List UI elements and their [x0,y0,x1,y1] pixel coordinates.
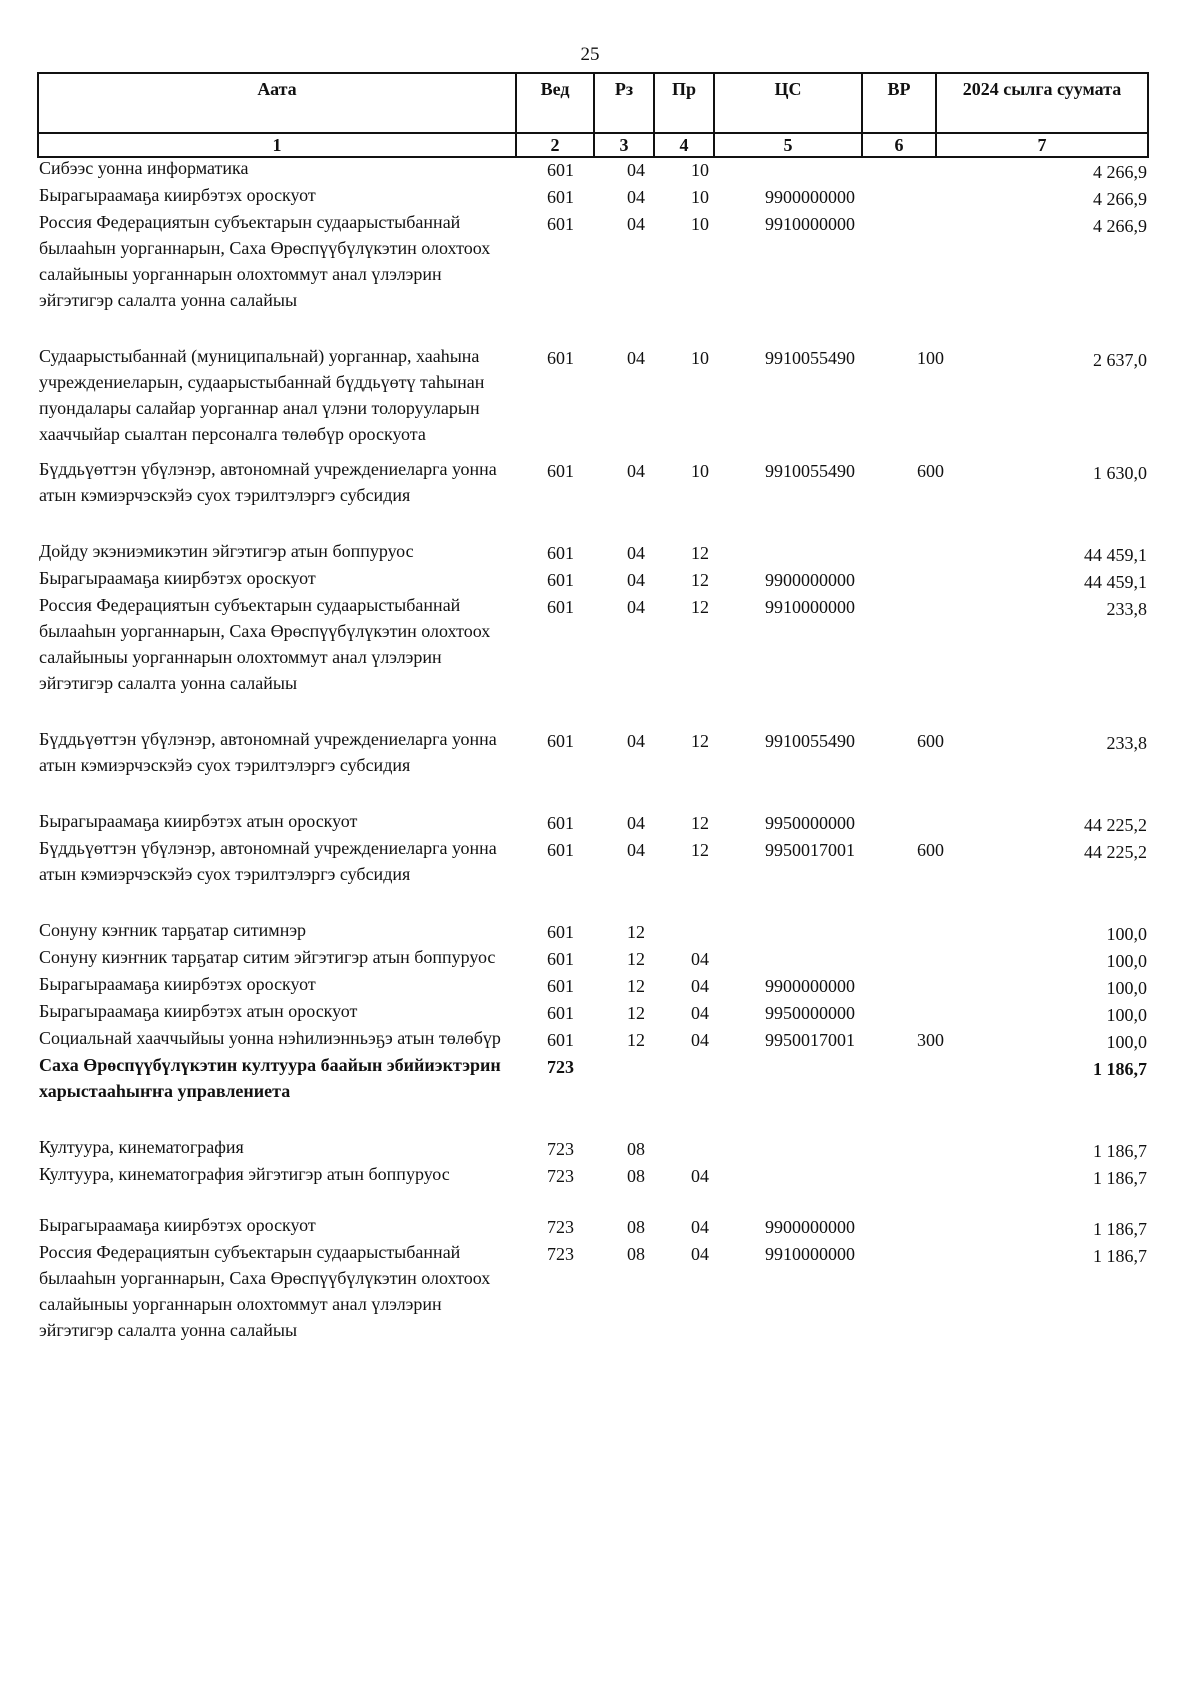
row-rz: 04 [627,813,645,833]
table-row [37,155,1147,181]
row-rz: 12 [627,976,645,996]
row-name: Бырагыраамаҕа киирбэтэх атын ороскуот [39,811,358,831]
row-rz: 08 [627,1217,645,1237]
col-header-pr: Пр [654,73,714,133]
row-cs: 9950000000 [765,1003,855,1023]
row-pr: 12 [691,543,709,563]
row-pr: 04 [691,1003,709,1023]
table-row [37,1025,1147,1051]
row-rz: 04 [627,348,645,368]
row-pr: 04 [691,949,709,969]
row-rz: 04 [627,160,645,180]
table-row [37,592,1147,696]
table-row [37,998,1147,1024]
row-amount: 44 459,1 [1084,572,1147,592]
row-name: Бырагыраамаҕа киирбэтэх атын ороскуот [39,1001,358,1021]
row-cs: 9950017001 [765,1030,855,1050]
table-row [37,808,1147,834]
row-rz: 08 [627,1244,645,1264]
row-rz: 12 [627,1003,645,1023]
row-rz: 08 [627,1166,645,1186]
row-amount: 2 637,0 [1093,350,1147,370]
row-ved: 601 [547,949,574,969]
row-pr: 04 [691,1030,709,1050]
row-name: Сонуну киэҥник тарҕатар ситим эйгэтигэр атын боппуруос [39,947,496,967]
row-name: Дойду экэниэмикэтин эйгэтигэр атын боппуруос [39,541,414,561]
row-pr: 12 [691,570,709,590]
table-row [37,1134,1147,1160]
table-row [37,835,1147,887]
row-rz: 04 [627,731,645,751]
row-ved: 601 [547,597,574,617]
row-rz: 12 [627,1030,645,1050]
col-number: 4 [654,133,714,157]
row-amount: 1 186,7 [1093,1219,1147,1239]
row-amount: 1 186,7 [1093,1141,1147,1161]
row-ved: 723 [547,1057,574,1077]
row-name: Култуура, кинематография эйгэтигэр атын боппуруос [39,1164,450,1184]
row-vr: 600 [917,840,944,860]
row-rz: 04 [627,461,645,481]
row-cs: 9910000000 [765,214,855,234]
row-ved: 723 [547,1166,574,1186]
col-header-name: Аата [38,73,516,133]
row-pr: 12 [691,813,709,833]
col-number: 1 [38,133,516,157]
col-number: 7 [936,133,1148,157]
col-header-rz: Рз [594,73,654,133]
row-ved: 723 [547,1244,574,1264]
row-pr: 10 [691,160,709,180]
row-ved: 601 [547,813,574,833]
row-ved: 601 [547,922,574,942]
row-amount: 233,8 [1106,733,1147,753]
row-amount: 44 225,2 [1084,842,1147,862]
row-name: Бүддьүөттэн үбүлэнэр, автономнай учреждениеларга уонна атын кэмиэрчэскэйэ суох тэрилтэлэргэ субсидия [39,729,497,775]
row-pr: 04 [691,1244,709,1264]
row-pr: 04 [691,976,709,996]
table-row [37,1161,1147,1187]
col-header-ved: Вед [516,73,594,133]
table-row [37,565,1147,591]
row-ved: 601 [547,1003,574,1023]
row-amount: 100,0 [1106,924,1147,944]
row-ved: 723 [547,1139,574,1159]
row-vr: 600 [917,461,944,481]
row-amount: 4 266,9 [1093,189,1147,209]
row-pr: 12 [691,731,709,751]
row-cs: 9900000000 [765,1217,855,1237]
row-cs: 9950017001 [765,840,855,860]
row-rz: 12 [627,949,645,969]
row-amount: 4 266,9 [1093,216,1147,236]
row-pr: 10 [691,187,709,207]
row-name: Бырагыраамаҕа киирбэтэх ороскуот [39,185,316,205]
col-header-vr: ВР [862,73,936,133]
row-name: Бырагыраамаҕа киирбэтэх ороскуот [39,568,316,588]
row-rz: 08 [627,1139,645,1159]
table-row [37,944,1147,970]
row-cs: 9900000000 [765,976,855,996]
row-amount: 1 186,7 [1093,1246,1147,1266]
row-amount: 1 630,0 [1093,463,1147,483]
row-ved: 723 [547,1217,574,1237]
row-cs: 9910000000 [765,597,855,617]
row-rz: 04 [627,570,645,590]
row-cs: 9910000000 [765,1244,855,1264]
row-ved: 601 [547,348,574,368]
row-ved: 601 [547,160,574,180]
row-vr: 300 [917,1030,944,1050]
col-header-amount: 2024 сылга суумата [936,73,1148,133]
row-name: Социальнай хааччыйыы уонна нэһилиэнньэҕэ атын төлөбүр [39,1028,501,1048]
table-row [37,1052,1147,1104]
row-ved: 601 [547,543,574,563]
row-name: Бүддьүөттэн үбүлэнэр, автономнай учреждениеларга уонна атын кэмиэрчэскэйэ суох тэрилтэлэргэ субсидия [39,838,497,884]
table-row [37,1239,1147,1343]
row-amount: 233,8 [1106,599,1147,619]
row-vr: 100 [917,348,944,368]
table-header [37,72,1149,158]
table-row [37,538,1147,564]
table-row [37,917,1147,943]
row-ved: 601 [547,461,574,481]
table-body [37,155,1147,1343]
row-pr: 12 [691,597,709,617]
row-name: Саха Өрөспүүбүлүкэтин култуура баайын эбийиэктэрин харыстааһыҥҥа управлениета [39,1055,501,1101]
row-cs: 9950000000 [765,813,855,833]
table-row [37,182,1147,208]
col-number: 2 [516,133,594,157]
table-row [37,343,1147,447]
row-name: Бүддьүөттэн үбүлэнэр, автономнай учреждениеларга уонна атын кэмиэрчэскэйэ суох тэрилтэлэргэ субсидия [39,459,497,505]
row-amount: 4 266,9 [1093,162,1147,182]
row-cs: 9900000000 [765,570,855,590]
row-ved: 601 [547,570,574,590]
row-cs: 9910055490 [765,731,855,751]
row-cs: 9910055490 [765,348,855,368]
row-rz: 04 [627,597,645,617]
page-number: 25 [580,44,600,65]
row-pr: 04 [691,1217,709,1237]
row-name: Сибээс уонна информатика [39,158,249,178]
row-ved: 601 [547,187,574,207]
table-row [37,971,1147,997]
row-pr: 10 [691,461,709,481]
col-number: 3 [594,133,654,157]
row-amount: 1 186,7 [1093,1059,1147,1079]
row-rz: 12 [627,922,645,942]
row-ved: 601 [547,840,574,860]
row-amount: 100,0 [1106,978,1147,998]
row-rz: 04 [627,214,645,234]
table-row [37,726,1147,778]
col-number: 6 [862,133,936,157]
row-cs: 9900000000 [765,187,855,207]
row-name: Сонуну кэҥник тарҕатар ситимнэр [39,920,307,940]
row-amount: 100,0 [1106,951,1147,971]
row-cs: 9910055490 [765,461,855,481]
row-rz: 04 [627,840,645,860]
table-row [37,456,1147,508]
row-amount: 100,0 [1106,1032,1147,1052]
row-pr: 04 [691,1166,709,1186]
row-ved: 601 [547,976,574,996]
table-row [37,1212,1147,1238]
row-amount: 44 225,2 [1084,815,1147,835]
row-amount: 100,0 [1106,1005,1147,1025]
row-ved: 601 [547,1030,574,1050]
row-rz: 04 [627,187,645,207]
col-number: 5 [714,133,862,157]
row-name: Россия Федерациятын субъектарын судаарыстыбаннай былааһын уорганнарын, Саха Өрөспүүбүлүкэтин олохтоох салайыныы уорганнарын олохтоммут анал үлэлэрин эйгэтигэр салалта уонна салайыы [39,1242,491,1340]
row-name: Россия Федерациятын субъектарын судаарыстыбаннай былааһын уорганнарын, Саха Өрөспүүбүлүкэтин олохтоох салайыныы уорганнарын олохтоммут анал үлэлэрин эйгэтигэр салалта уонна салайыы [39,212,491,310]
col-header-cs: ЦС [714,73,862,133]
row-ved: 601 [547,731,574,751]
row-vr: 600 [917,731,944,751]
row-ved: 601 [547,214,574,234]
row-name: Култуура, кинематография [39,1137,244,1157]
row-rz: 04 [627,543,645,563]
row-name: Россия Федерациятын субъектарын судаарыстыбаннай былааһын уорганнарын, Саха Өрөспүүбүлүкэтин олохтоох салайыныы уорганнарын олохтоммут анал үлэлэрин эйгэтигэр салалта уонна салайыы [39,595,491,693]
row-pr: 10 [691,214,709,234]
row-pr: 10 [691,348,709,368]
table-row [37,209,1147,313]
row-name: Судаарыстыбаннай (муниципальнай) уорганнар, хааһына учреждениеларын, судаарыстыбаннай бүддьүөтү таһынан пуондалары салайар уорганнар анал үлэни толорууларын хааччыйар сыалтан персоналга төлөбүр ороскуота [39,346,485,444]
row-amount: 44 459,1 [1084,545,1147,565]
row-pr: 12 [691,840,709,860]
row-name: Бырагыраамаҕа киирбэтэх ороскуот [39,1215,316,1235]
row-name: Бырагыраамаҕа киирбэтэх ороскуот [39,974,316,994]
row-amount: 1 186,7 [1093,1168,1147,1188]
